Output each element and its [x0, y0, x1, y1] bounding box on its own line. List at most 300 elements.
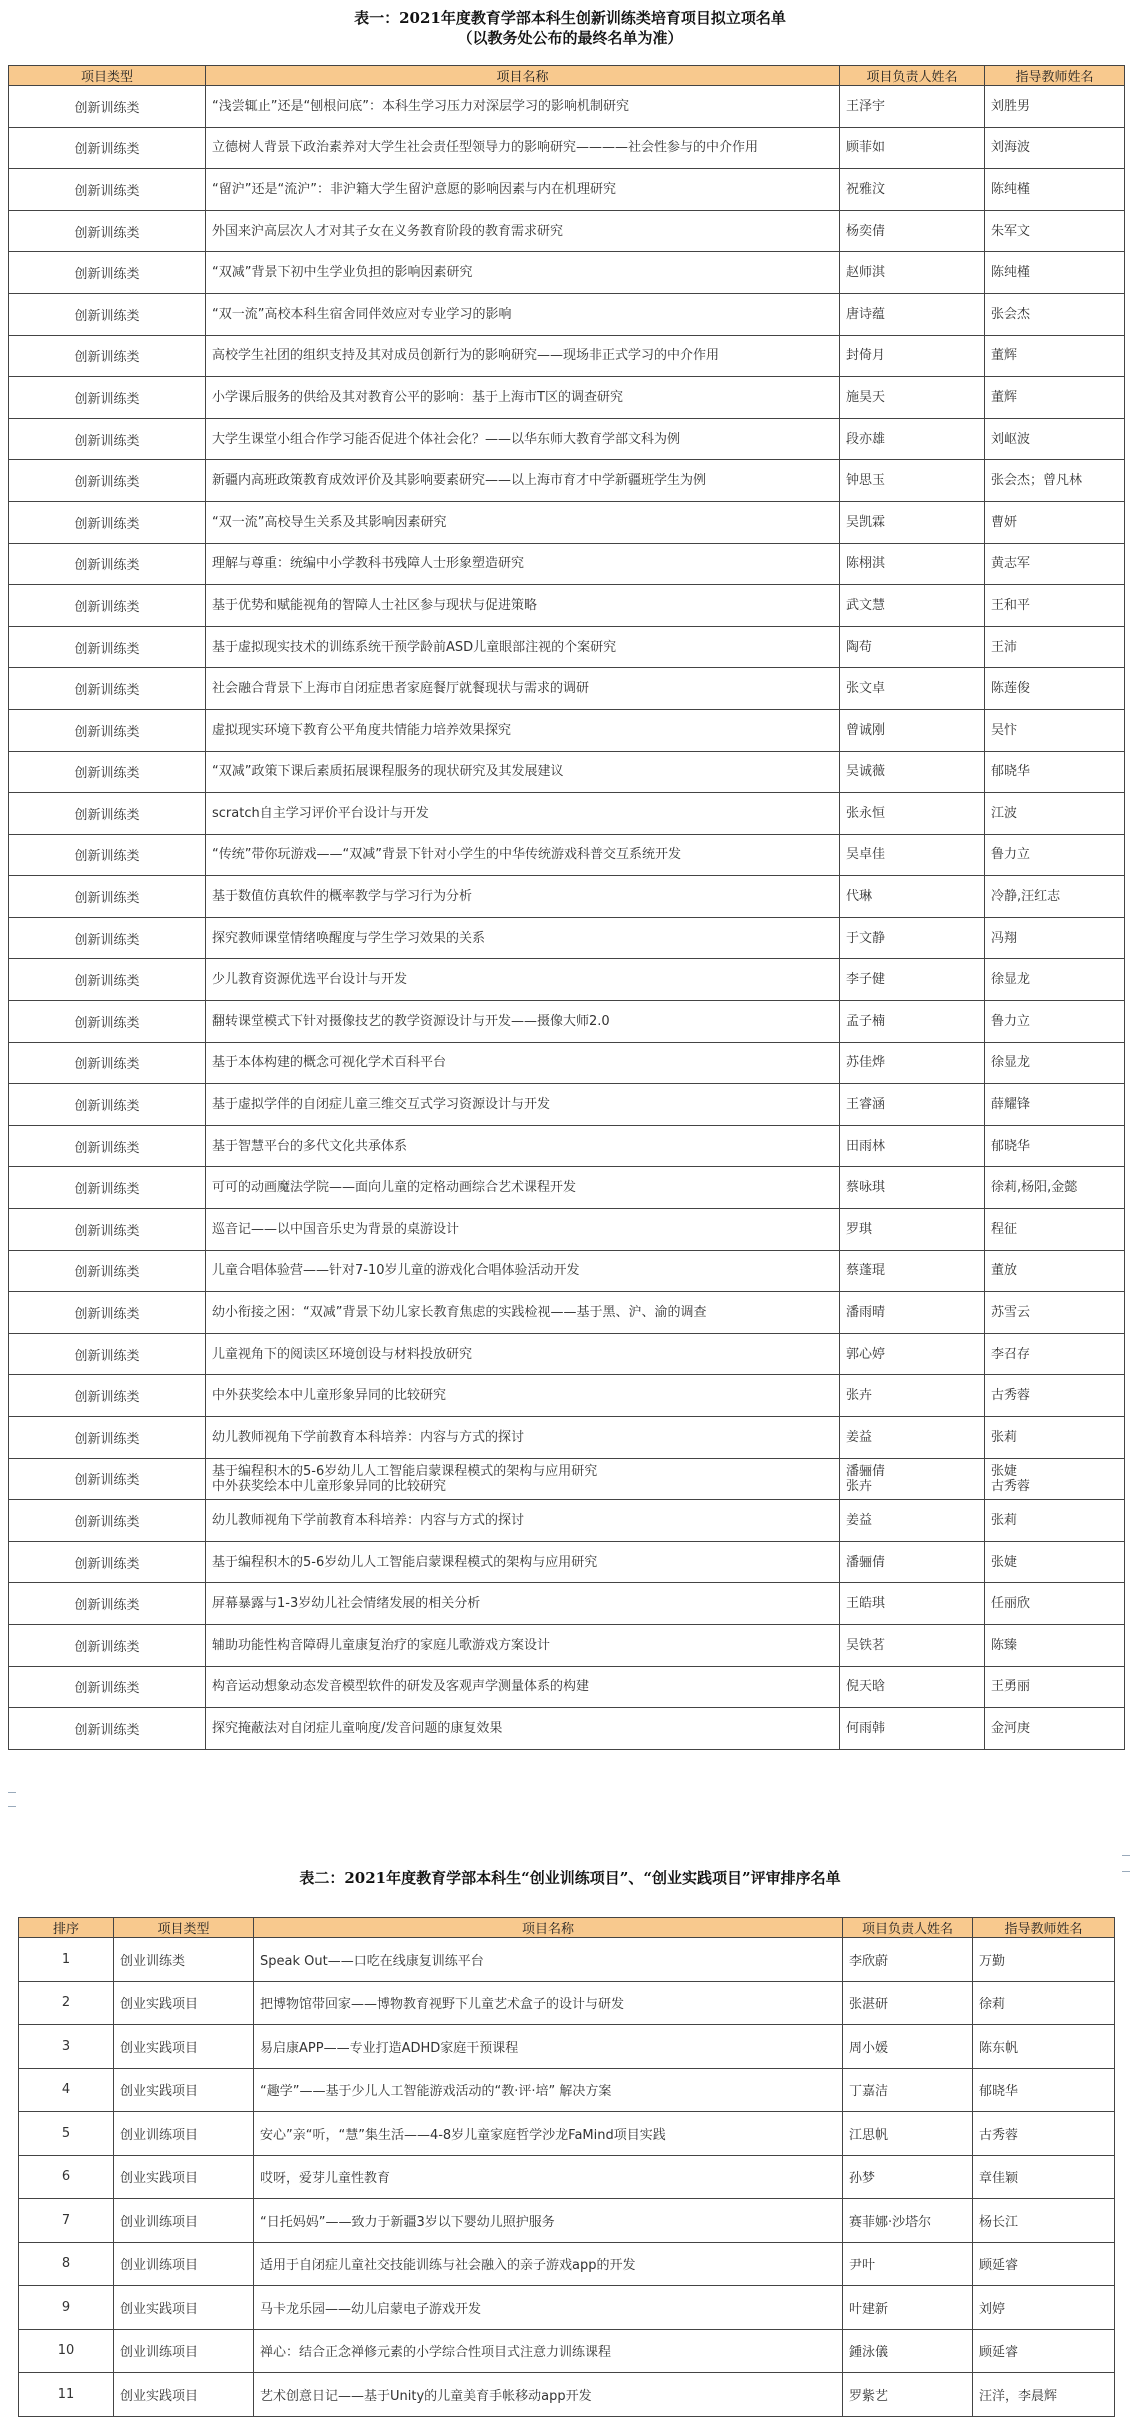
table2-cell-name: 哎呀，爱芽儿童性教育 [254, 2155, 843, 2199]
table1-cell-name [206, 793, 840, 835]
table1-row [9, 460, 1125, 502]
table1-cell-name-line: “双一流”高校导生关系及其影响因素研究 [212, 514, 447, 530]
table1-cell-name [206, 668, 840, 710]
table2-cell-rank: 5 [19, 2112, 114, 2156]
table1-cell-name-line: 探究掩蔽法对自闭症儿童响度/发音问题的康复效果 [212, 1720, 503, 1736]
table2-cell-leader: 周小媛 [843, 2025, 973, 2069]
table1-cell-name [206, 626, 840, 668]
table2-header-name: 项目名称 [254, 1918, 843, 1938]
table1-row [9, 1167, 1125, 1209]
table1-cell-advisor [985, 1292, 1125, 1334]
table1-cell-advisor-line: 古秀蓉 [991, 1478, 1031, 1494]
table1-cell-type: 创新训练类 [9, 751, 206, 793]
table1-cell-advisor-line: 董辉 [991, 389, 1018, 405]
table1-cell-advisor-line: 吴忭 [991, 722, 1018, 738]
table2-cell-rank: 2 [19, 1981, 114, 2025]
table1-cell-leader-line: 王泽宇 [846, 98, 886, 114]
table1-cell-advisor [985, 293, 1125, 335]
table2-row [19, 2199, 1115, 2243]
table1-cell-leader-line: 杨奕倩 [846, 223, 886, 239]
table1-cell-leader-line: 何雨韩 [846, 1720, 886, 1736]
table1-cell-name-line: 基于优势和赋能视角的智障人士社区参与现状与促进策略 [212, 597, 538, 613]
table1-cell-leader-line: 吴凯霖 [846, 514, 886, 530]
table1-row [9, 668, 1125, 710]
table1-cell-type: 创新训练类 [9, 1125, 206, 1167]
table1-cell-name [206, 86, 840, 128]
table1-cell-advisor-line: 张莉 [991, 1512, 1018, 1528]
table1-row [9, 1084, 1125, 1126]
table1-cell-advisor-line: 郁晓华 [991, 764, 1031, 780]
table1-cell-advisor-line: 刘胜男 [991, 98, 1031, 114]
table1-row [9, 1375, 1125, 1417]
table1-cell-name [206, 1417, 840, 1459]
table1-cell-leader [840, 335, 985, 377]
table1-cell-name-line: 巡音记——以中国音乐史为背景的桌游设计 [212, 1221, 460, 1237]
table1-cell-advisor [985, 626, 1125, 668]
table1-cell-name [206, 543, 840, 585]
table1-row [9, 1666, 1125, 1708]
table1-cell-name-line: 立德树人背景下政治素养对大学生社会责任型领导力的影响研究————社会性参与的中介作用 [212, 140, 759, 156]
table1-cell-advisor-line: 刘海波 [991, 140, 1031, 156]
table1-cell-leader-line: 田雨林 [846, 1138, 886, 1154]
table1-cell-advisor-line: 朱军文 [991, 223, 1031, 239]
table1-cell-name-line: “双减”背景下初中生学业负担的影响因素研究 [212, 265, 473, 281]
table1-cell-advisor-line: 陈纯槿 [991, 181, 1031, 197]
table1-cell-name [206, 1541, 840, 1583]
table1-cell-name [206, 1209, 840, 1251]
table2-row [19, 2329, 1115, 2373]
table1-cell-name-line: “浅尝辄止”还是“刨根问底”：本科生学习压力对深层学习的影响机制研究 [212, 98, 629, 114]
divider-mark [1122, 1855, 1130, 1856]
table1-cell-name [206, 1292, 840, 1334]
table2-cell-leader: 叶建新 [843, 2286, 973, 2330]
table1-header-leader: 项目负责人姓名 [840, 66, 985, 86]
table1-cell-leader [840, 1292, 985, 1334]
table1-cell-name-line: 屏幕暴露与1-3岁幼儿社会情绪发展的相关分析 [212, 1596, 481, 1612]
table2-cell-type: 创业训练类 [114, 1938, 254, 1982]
table1-title [0, 8, 1140, 48]
table1-cell-leader [840, 585, 985, 627]
table1-row [9, 959, 1125, 1001]
table1-cell-leader-line: 施昊天 [846, 389, 886, 405]
table1-cell-leader [840, 668, 985, 710]
table1-row [9, 127, 1125, 169]
table1-row [9, 293, 1125, 335]
table2-cell-rank: 9 [19, 2286, 114, 2330]
table1-cell-leader-line: 张卉 [846, 1478, 873, 1494]
table1-cell-advisor [985, 751, 1125, 793]
table2-cell-advisor: 徐莉 [973, 1981, 1115, 2025]
table1-cell-name [206, 1084, 840, 1126]
table1-cell-name-line: 基于本体构建的概念可视化学术百科平台 [212, 1055, 447, 1071]
table1-header-advisor: 指导教师姓名 [985, 66, 1125, 86]
table1-cell-advisor [985, 876, 1125, 918]
table2-cell-leader: 鍾泳儀 [843, 2329, 973, 2373]
table1-cell-advisor [985, 585, 1125, 627]
table1-cell-type: 创新训练类 [9, 1001, 206, 1043]
table1-cell-name [206, 1167, 840, 1209]
table1-cell-leader-line: 倪天晗 [846, 1679, 886, 1695]
table2-cell-leader: 孙梦 [843, 2155, 973, 2199]
table1-cell-advisor [985, 418, 1125, 460]
table2-cell-advisor: 陈东帆 [973, 2025, 1115, 2069]
table1-cell-leader [840, 1708, 985, 1750]
table1-header-type: 项目类型 [9, 66, 206, 86]
table1-cell-name [206, 585, 840, 627]
table1-cell-leader-line: 封倚月 [846, 348, 886, 364]
table1-cell-leader-line: 唐诗蕴 [846, 306, 886, 322]
table1-cell-advisor [985, 1375, 1125, 1417]
table1-cell-name-line: 高校学生社团的组织支持及其对成员创新行为的影响研究——现场非正式学习的中介作用 [212, 348, 720, 364]
table1-cell-leader-line: 顾菲如 [846, 140, 886, 156]
table1-cell-leader-line: 苏佳烨 [846, 1055, 886, 1071]
table2-cell-leader: 李欣蔚 [843, 1938, 973, 1982]
table1-cell-name [206, 127, 840, 169]
table1-cell-leader-line: 吴卓佳 [846, 847, 886, 863]
table1-cell-name [206, 1125, 840, 1167]
table1-cell-advisor-line: 薛耀锋 [991, 1097, 1031, 1113]
table1-row [9, 1541, 1125, 1583]
table1-cell-advisor-line: 程征 [991, 1221, 1018, 1237]
table1-cell-type: 创新训练类 [9, 1042, 206, 1084]
table2-cell-type: 创业训练项目 [114, 2242, 254, 2286]
table2-cell-advisor: 顾延睿 [973, 2242, 1115, 2286]
table1-cell-leader [840, 1250, 985, 1292]
table1-cell-advisor-line: 徐显龙 [991, 972, 1031, 988]
table1-cell-name [206, 1458, 840, 1500]
table1-cell-type: 创新训练类 [9, 1583, 206, 1625]
table1-cell-leader-line: 潘雨晴 [846, 1305, 886, 1321]
table1-cell-advisor [985, 668, 1125, 710]
table1-cell-name [206, 1250, 840, 1292]
table1-cell-name-line: “双减”政策下课后素质拓展课程服务的现状研究及其发展建议 [212, 764, 564, 780]
table2-cell-name: 禅心：结合正念禅修元素的小学综合性项目式注意力训练课程 [254, 2329, 843, 2373]
table1-cell-name [206, 418, 840, 460]
table2-cell-name: 把博物馆带回家——博物教育视野下儿童艺术盒子的设计与研发 [254, 1981, 843, 2025]
table1-cell-name-line: 虚拟现实环境下教育公平角度共情能力培养效果探究 [212, 722, 512, 738]
table1-cell-advisor [985, 377, 1125, 419]
table2-header-leader: 项目负责人姓名 [843, 1918, 973, 1938]
table1-row [9, 751, 1125, 793]
table1-cell-name [206, 959, 840, 1001]
table1-row [9, 1583, 1125, 1625]
table1-cell-leader [840, 1500, 985, 1542]
table1-row [9, 626, 1125, 668]
table1-cell-advisor-line: 郁晓华 [991, 1138, 1031, 1154]
table2-cell-type: 创业实践项目 [114, 2025, 254, 2069]
table1-cell-leader-line: 王睿涵 [846, 1097, 886, 1113]
table1-cell-advisor-line: 李召存 [991, 1346, 1031, 1362]
table1-cell-leader [840, 834, 985, 876]
table1-cell-leader [840, 917, 985, 959]
table1-row [9, 210, 1125, 252]
table1-cell-advisor [985, 335, 1125, 377]
table1-cell-leader [840, 793, 985, 835]
table1-cell-type: 创新训练类 [9, 1084, 206, 1126]
table1-cell-name-line: 翻转课堂模式下针对摄像技艺的教学资源设计与开发——摄像大师2.0 [212, 1013, 610, 1029]
table2-body [19, 1938, 1115, 2417]
table1-cell-type: 创新训练类 [9, 543, 206, 585]
table1-cell-advisor [985, 1500, 1125, 1542]
table1-cell-advisor [985, 1084, 1125, 1126]
table1-cell-type: 创新训练类 [9, 460, 206, 502]
table1-cell-type: 创新训练类 [9, 1209, 206, 1251]
table1-cell-name [206, 1624, 840, 1666]
table1-cell-leader-line: 罗琪 [846, 1221, 873, 1237]
table1-cell-name [206, 377, 840, 419]
table1-cell-leader [840, 1125, 985, 1167]
table1-cell-leader-line: 陶苟 [846, 639, 873, 655]
table1-cell-type: 创新训练类 [9, 709, 206, 751]
table1-cell-type: 创新训练类 [9, 169, 206, 211]
table1-cell-name-line: 新疆内高班政策教育成效评价及其影响要素研究——以上海市育才中学新疆班学生为例 [212, 473, 707, 489]
table1-cell-name [206, 460, 840, 502]
table1-row [9, 418, 1125, 460]
table1-cell-leader [840, 1624, 985, 1666]
table1-cell-leader [840, 1042, 985, 1084]
table1-row [9, 501, 1125, 543]
table1-cell-name-line: 中外获奖绘本中儿童形象异同的比较研究 [212, 1388, 447, 1404]
table2-row [19, 2068, 1115, 2112]
table1-cell-leader [840, 1375, 985, 1417]
table1-cell-name [206, 834, 840, 876]
table1-row [9, 1500, 1125, 1542]
table2-cell-advisor: 万勤 [973, 1938, 1115, 1982]
table2-cell-type: 创业训练项目 [114, 2112, 254, 2156]
table1-cell-name-line: 基于数值仿真软件的概率教学与学习行为分析 [212, 889, 473, 905]
table1-cell-type: 创新训练类 [9, 1458, 206, 1500]
table1-cell-type: 创新训练类 [9, 1708, 206, 1750]
table1-cell-leader [840, 501, 985, 543]
table1-cell-type: 创新训练类 [9, 1250, 206, 1292]
table1-cell-type: 创新训练类 [9, 917, 206, 959]
table2 [18, 1917, 1115, 2417]
table2-cell-name: 易启康APP——专业打造ADHD家庭干预课程 [254, 2025, 843, 2069]
table1-cell-advisor-line: 王沛 [991, 639, 1018, 655]
table1-cell-advisor [985, 1458, 1125, 1500]
table1-cell-name-line: 大学生课堂小组合作学习能否促进个体社会化？——以华东师大教育学部文科为例 [212, 431, 681, 447]
table2-header-rank: 排序 [19, 1918, 114, 1938]
table1-cell-advisor-line: 王勇丽 [991, 1679, 1031, 1695]
table1-cell-advisor-line: 张会杰 [991, 306, 1031, 322]
table1-cell-advisor [985, 959, 1125, 1001]
table1-cell-type: 创新训练类 [9, 1292, 206, 1334]
table1-row [9, 876, 1125, 918]
table1-cell-advisor [985, 1167, 1125, 1209]
table1-cell-leader [840, 1209, 985, 1251]
table2-header-type: 项目类型 [114, 1918, 254, 1938]
table1-cell-advisor-line: 古秀蓉 [991, 1388, 1031, 1404]
table1-cell-type: 创新训练类 [9, 1375, 206, 1417]
table1-cell-advisor [985, 1541, 1125, 1583]
table1-cell-name [206, 252, 840, 294]
table1-row [9, 1708, 1125, 1750]
table1-cell-leader [840, 1666, 985, 1708]
table1-cell-name [206, 709, 840, 751]
table1-cell-leader-line: 代琳 [846, 889, 873, 905]
table1-cell-leader-line: 吴诚薇 [846, 764, 886, 780]
table1-cell-name-line: “留沪”还是“流沪”：非沪籍大学生留沪意愿的影响因素与内在机理研究 [212, 181, 616, 197]
table1-cell-advisor [985, 1708, 1125, 1750]
table1-row [9, 1333, 1125, 1375]
table1-cell-advisor [985, 127, 1125, 169]
table1-cell-leader-line: 张永恒 [846, 805, 886, 821]
table1-cell-leader-line: 吴铁茗 [846, 1637, 886, 1653]
table1-cell-advisor [985, 1624, 1125, 1666]
table1-cell-name-line: 可可的动画魔法学院——面向儿童的定格动画综合艺术课程开发 [212, 1180, 577, 1196]
table2-cell-rank: 10 [19, 2329, 114, 2373]
table1-cell-advisor-line: 刘岖波 [991, 431, 1031, 447]
divider-mark [8, 1792, 16, 1793]
table1-cell-leader [840, 709, 985, 751]
table1-cell-type: 创新训练类 [9, 626, 206, 668]
table1-cell-leader [840, 127, 985, 169]
table1-cell-advisor-line: 任丽欣 [991, 1596, 1031, 1612]
table1-cell-advisor [985, 1125, 1125, 1167]
table1-cell-advisor-line: 苏雪云 [991, 1305, 1031, 1321]
table2-cell-name: 适用于自闭症儿童社交技能训练与社会融入的亲子游戏app的开发 [254, 2242, 843, 2286]
table1-row [9, 585, 1125, 627]
table1-cell-name [206, 1042, 840, 1084]
table1-cell-type: 创新训练类 [9, 501, 206, 543]
table1-cell-advisor [985, 501, 1125, 543]
table1-cell-leader-line: 蔡蓬琨 [846, 1263, 886, 1279]
table2-cell-rank: 8 [19, 2242, 114, 2286]
table1-cell-advisor-line: 江波 [991, 805, 1018, 821]
table2-row [19, 1938, 1115, 1982]
table1-row [9, 1624, 1125, 1666]
table1-cell-name-line: “传统”带你玩游戏——“双减”背景下针对小学生的中华传统游戏科普交互系统开发 [212, 847, 681, 863]
divider-mark [8, 1806, 16, 1807]
table1-row [9, 1209, 1125, 1251]
table1-row [9, 793, 1125, 835]
table1-cell-advisor-line: 冯翔 [991, 930, 1018, 946]
table1-cell-advisor [985, 86, 1125, 128]
table2-title: 表二：2021年度教育学部本科生“创业训练项目”、“创业实践项目”评审排序名单 [299, 1869, 841, 1887]
table2-cell-leader: 赛菲娜·沙塔尔 [843, 2199, 973, 2243]
table1-cell-leader-line: 赵师淇 [846, 265, 886, 281]
table2-cell-leader: 江思帆 [843, 2112, 973, 2156]
table1-cell-leader-line: 潘骊倩 [846, 1463, 886, 1479]
table1-cell-leader-line: 蔡咏琪 [846, 1180, 886, 1196]
table1-row [9, 1417, 1125, 1459]
table1-cell-leader-line: 张卉 [846, 1388, 873, 1404]
table2-row [19, 2112, 1115, 2156]
table1-cell-name-line: 基于虚拟现实技术的训练系统干预学龄前ASD儿童眼部注视的个案研究 [212, 639, 617, 655]
table1-cell-leader-line: 张文卓 [846, 681, 886, 697]
table2-cell-rank: 11 [19, 2373, 114, 2417]
table1-body [9, 86, 1125, 1750]
table1-row [9, 1292, 1125, 1334]
table1-cell-name-line: 儿童合唱体验营——针对7-10岁儿童的游戏化合唱体验活动开发 [212, 1263, 580, 1279]
table1-cell-name [206, 501, 840, 543]
table2-cell-name: “日托妈妈”——致力于新疆3岁以下婴幼儿照护服务 [254, 2199, 843, 2243]
table2-cell-rank: 4 [19, 2068, 114, 2112]
table1-cell-name-line: 社会融合背景下上海市自闭症患者家庭餐厅就餐现状与需求的调研 [212, 681, 590, 697]
table1-cell-name-line: 幼儿教师视角下学前教育本科培养：内容与方式的探讨 [212, 1512, 525, 1528]
table2-cell-advisor: 杨长江 [973, 2199, 1115, 2243]
table1-cell-name-line: 构音运动想象动态发音模型软件的研发及客观声学测量体系的构建 [212, 1679, 590, 1695]
table1-cell-advisor [985, 709, 1125, 751]
table1-cell-type: 创新训练类 [9, 377, 206, 419]
table1-cell-type: 创新训练类 [9, 1333, 206, 1375]
table2-header-row [19, 1918, 1115, 1938]
table1-cell-leader [840, 876, 985, 918]
table1-cell-leader-line: 李子健 [846, 972, 886, 988]
table1-cell-advisor-line: 鲁力立 [991, 1013, 1031, 1029]
table2-cell-leader: 丁嘉洁 [843, 2068, 973, 2112]
table1-cell-advisor-line: 徐显龙 [991, 1055, 1031, 1071]
table1-cell-type: 创新训练类 [9, 876, 206, 918]
table2-cell-name: Speak Out——口吃在线康复训练平台 [254, 1938, 843, 1982]
table2-cell-type: 创业实践项目 [114, 2068, 254, 2112]
table1-cell-name-line: 探究教师课堂情绪唤醒度与学生学习效果的关系 [212, 930, 486, 946]
table1-cell-leader [840, 377, 985, 419]
table1-cell-leader [840, 1333, 985, 1375]
table1-cell-advisor [985, 1583, 1125, 1625]
table1-cell-type: 创新训练类 [9, 1666, 206, 1708]
table1-row [9, 1458, 1125, 1500]
table2-cell-advisor: 章佳颖 [973, 2155, 1115, 2199]
table1-row [9, 1250, 1125, 1292]
table1-cell-advisor-line: 董辉 [991, 348, 1018, 364]
table1-cell-name [206, 1708, 840, 1750]
table1-cell-advisor-line: 金河庚 [991, 1720, 1031, 1736]
table1-row [9, 169, 1125, 211]
table1-cell-leader [840, 86, 985, 128]
table2-cell-name: 安心”亲“听，“慧”集生活——4-8岁儿童家庭哲学沙龙FaMind项目实践 [254, 2112, 843, 2156]
table1-cell-leader-line: 曾诚刚 [846, 722, 886, 738]
table1-row [9, 252, 1125, 294]
table1-cell-leader [840, 460, 985, 502]
table1-cell-leader-line: 段亦雄 [846, 431, 886, 447]
table2-cell-type: 创业实践项目 [114, 2286, 254, 2330]
table1-cell-advisor-line: 冷静,汪红志 [991, 889, 1061, 905]
table1-cell-advisor [985, 1001, 1125, 1043]
table2-cell-advisor: 刘婷 [973, 2286, 1115, 2330]
table1-cell-advisor [985, 543, 1125, 585]
table1-cell-advisor [985, 1666, 1125, 1708]
table2-cell-leader: 罗紫艺 [843, 2373, 973, 2417]
table1-cell-name [206, 1001, 840, 1043]
table1-cell-advisor [985, 1250, 1125, 1292]
table1-cell-type: 创新训练类 [9, 793, 206, 835]
table2-cell-type: 创业实践项目 [114, 2373, 254, 2417]
table2-cell-rank: 3 [19, 2025, 114, 2069]
table1-cell-leader [840, 169, 985, 211]
table1-cell-name-line: 儿童视角下的阅读区环境创设与材料投放研究 [212, 1346, 473, 1362]
table1-row [9, 1001, 1125, 1043]
table2-cell-type: 创业实践项目 [114, 1981, 254, 2025]
table1-cell-name-line: 辅助功能性构音障碍儿童康复治疗的家庭儿歌游戏方案设计 [212, 1637, 551, 1653]
table1-cell-leader-line: 郭心婷 [846, 1346, 886, 1362]
table1-cell-type: 创新训练类 [9, 1167, 206, 1209]
table1-row [9, 834, 1125, 876]
table1-cell-name-line: 幼小衔接之困：“双减”背景下幼儿家长教育焦虑的实践检视——基于黑、沪、渝的调查 [212, 1305, 707, 1321]
table2-cell-type: 创业训练项目 [114, 2329, 254, 2373]
table1-cell-name [206, 1583, 840, 1625]
table1-cell-name-line: 少儿教育资源优选平台设计与开发 [212, 972, 408, 988]
table1-cell-name [206, 1666, 840, 1708]
table1-row [9, 335, 1125, 377]
table1-cell-name-line: 理解与尊重：统编中小学教科书残障人士形象塑造研究 [212, 556, 525, 572]
table1-cell-leader-line: 孟子楠 [846, 1013, 886, 1029]
table1-cell-advisor-line: 张莉 [991, 1429, 1018, 1445]
table1-cell-leader [840, 1417, 985, 1459]
table1-cell-advisor [985, 834, 1125, 876]
table1-cell-leader-line: 陈栩淇 [846, 556, 886, 572]
table1-row [9, 1042, 1125, 1084]
